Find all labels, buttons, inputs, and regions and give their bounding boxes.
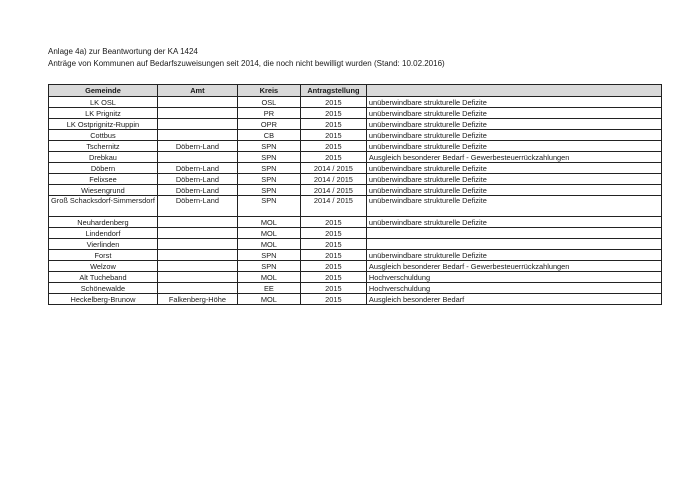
cell-kreis: EE xyxy=(237,283,300,294)
table-row xyxy=(49,174,662,185)
cell-antragstellung: 2014 / 2015 xyxy=(300,185,366,196)
cell-begruendung: unüberwindbare strukturelle Defizite xyxy=(366,196,661,217)
cell-amt xyxy=(157,250,237,261)
document-heading: Anlage 4a) zur Beantwortung der KA 1424 xyxy=(48,47,198,56)
cell-gemeinde: Vierlinden xyxy=(49,239,158,250)
cell-gemeinde: LK Ostprignitz-Ruppin xyxy=(49,119,158,130)
cell-begruendung: Hochverschuldung xyxy=(366,272,661,283)
cell-kreis: SPN xyxy=(237,152,300,163)
cell-amt xyxy=(157,97,237,108)
cell-gemeinde: Alt Tucheband xyxy=(49,272,158,283)
cell-amt xyxy=(157,152,237,163)
cell-amt xyxy=(157,272,237,283)
cell-antragstellung: 2015 xyxy=(300,108,366,119)
cell-gemeinde: Heckelberg-Brunow xyxy=(49,294,158,305)
cell-amt xyxy=(157,261,237,272)
cell-begruendung xyxy=(366,228,661,239)
table-row xyxy=(49,250,662,261)
cell-gemeinde: Felixsee xyxy=(49,174,158,185)
cell-gemeinde: LK Prignitz xyxy=(49,108,158,119)
cell-amt xyxy=(157,283,237,294)
cell-begruendung: Ausgleich besonderer Bedarf xyxy=(366,294,661,305)
column-header-amt: Amt xyxy=(157,85,237,97)
cell-kreis: SPN xyxy=(237,174,300,185)
table-row xyxy=(49,196,662,217)
column-header-antragstellung: Antragstellung xyxy=(300,85,366,97)
cell-antragstellung: 2014 / 2015 xyxy=(300,163,366,174)
cell-gemeinde: Groß Schacksdorf-Simmersdorf xyxy=(49,196,158,217)
cell-antragstellung: 2015 xyxy=(300,283,366,294)
table-header-row xyxy=(49,85,662,97)
cell-kreis: MOL xyxy=(237,217,300,228)
cell-amt xyxy=(157,130,237,141)
cell-antragstellung: 2015 xyxy=(300,119,366,130)
column-header-kreis: Kreis xyxy=(237,85,300,97)
cell-antragstellung: 2015 xyxy=(300,294,366,305)
cell-kreis: MOL xyxy=(237,228,300,239)
cell-begruendung: unüberwindbare strukturelle Defizite xyxy=(366,119,661,130)
cell-amt xyxy=(157,108,237,119)
cell-antragstellung: 2015 xyxy=(300,228,366,239)
cell-gemeinde: Lindendorf xyxy=(49,228,158,239)
cell-amt: Döbern-Land xyxy=(157,174,237,185)
cell-gemeinde: Wiesengrund xyxy=(49,185,158,196)
cell-gemeinde: Döbern xyxy=(49,163,158,174)
cell-begruendung: unüberwindbare strukturelle Defizite xyxy=(366,108,661,119)
cell-begruendung: Ausgleich besonderer Bedarf - Gewerbesteuerrückzahlungen xyxy=(366,152,661,163)
table-row xyxy=(49,217,662,228)
cell-amt xyxy=(157,217,237,228)
document-subheading: Anträge von Kommunen auf Bedarfszuweisungen seit 2014, die noch nicht bewilligt wurden (Stand: 10.02.2016) xyxy=(48,59,445,68)
cell-amt xyxy=(157,119,237,130)
cell-begruendung xyxy=(366,239,661,250)
cell-begruendung: unüberwindbare strukturelle Defizite xyxy=(366,174,661,185)
table-row xyxy=(49,228,662,239)
cell-kreis: OSL xyxy=(237,97,300,108)
cell-kreis: SPN xyxy=(237,163,300,174)
cell-kreis: SPN xyxy=(237,261,300,272)
cell-begruendung: unüberwindbare strukturelle Defizite xyxy=(366,163,661,174)
cell-amt: Döbern-Land xyxy=(157,163,237,174)
table-row xyxy=(49,163,662,174)
table-row xyxy=(49,283,662,294)
cell-antragstellung: 2015 xyxy=(300,141,366,152)
table-row xyxy=(49,141,662,152)
cell-gemeinde: Cottbus xyxy=(49,130,158,141)
cell-antragstellung: 2015 xyxy=(300,152,366,163)
cell-kreis: MOL xyxy=(237,294,300,305)
table-row xyxy=(49,272,662,283)
table-row xyxy=(49,130,662,141)
cell-antragstellung: 2014 / 2015 xyxy=(300,196,366,217)
cell-begruendung: unüberwindbare strukturelle Defizite xyxy=(366,250,661,261)
cell-begruendung: Ausgleich besonderer Bedarf - Gewerbesteuerrückzahlungen xyxy=(366,261,661,272)
cell-antragstellung: 2015 xyxy=(300,239,366,250)
cell-kreis: PR xyxy=(237,108,300,119)
cell-antragstellung: 2015 xyxy=(300,261,366,272)
cell-amt xyxy=(157,228,237,239)
table-row xyxy=(49,185,662,196)
cell-gemeinde: Forst xyxy=(49,250,158,261)
cell-antragstellung: 2015 xyxy=(300,130,366,141)
table-row xyxy=(49,97,662,108)
cell-kreis: SPN xyxy=(237,185,300,196)
table-row xyxy=(49,152,662,163)
cell-gemeinde: Welzow xyxy=(49,261,158,272)
cell-amt: Döbern-Land xyxy=(157,185,237,196)
antraege-table xyxy=(48,84,662,305)
table-row xyxy=(49,239,662,250)
cell-kreis: SPN xyxy=(237,141,300,152)
cell-gemeinde: LK OSL xyxy=(49,97,158,108)
cell-amt xyxy=(157,239,237,250)
cell-kreis: OPR xyxy=(237,119,300,130)
cell-gemeinde: Tschernitz xyxy=(49,141,158,152)
cell-gemeinde: Neuhardenberg xyxy=(49,217,158,228)
cell-begruendung: unüberwindbare strukturelle Defizite xyxy=(366,130,661,141)
cell-begruendung: Hochverschuldung xyxy=(366,283,661,294)
cell-begruendung: unüberwindbare strukturelle Defizite xyxy=(366,97,661,108)
cell-antragstellung: 2015 xyxy=(300,250,366,261)
cell-gemeinde: Drebkau xyxy=(49,152,158,163)
cell-begruendung: unüberwindbare strukturelle Defizite xyxy=(366,141,661,152)
table-row xyxy=(49,119,662,130)
table-row xyxy=(49,294,662,305)
cell-begruendung: unüberwindbare strukturelle Defizite xyxy=(366,185,661,196)
cell-gemeinde: Schönewalde xyxy=(49,283,158,294)
table-row xyxy=(49,108,662,119)
cell-amt: Döbern-Land xyxy=(157,196,237,217)
cell-amt: Falkenberg-Höhe xyxy=(157,294,237,305)
cell-begruendung: unüberwindbare strukturelle Defizite xyxy=(366,217,661,228)
cell-antragstellung: 2015 xyxy=(300,272,366,283)
cell-antragstellung: 2015 xyxy=(300,97,366,108)
table-row xyxy=(49,261,662,272)
column-header-begruendung xyxy=(366,85,661,97)
cell-kreis: MOL xyxy=(237,239,300,250)
cell-amt: Döbern-Land xyxy=(157,141,237,152)
cell-kreis: SPN xyxy=(237,250,300,261)
cell-antragstellung: 2015 xyxy=(300,217,366,228)
cell-kreis: MOL xyxy=(237,272,300,283)
cell-antragstellung: 2014 / 2015 xyxy=(300,174,366,185)
column-header-gemeinde: Gemeinde xyxy=(49,85,158,97)
cell-kreis: CB xyxy=(237,130,300,141)
cell-kreis: SPN xyxy=(237,196,300,217)
